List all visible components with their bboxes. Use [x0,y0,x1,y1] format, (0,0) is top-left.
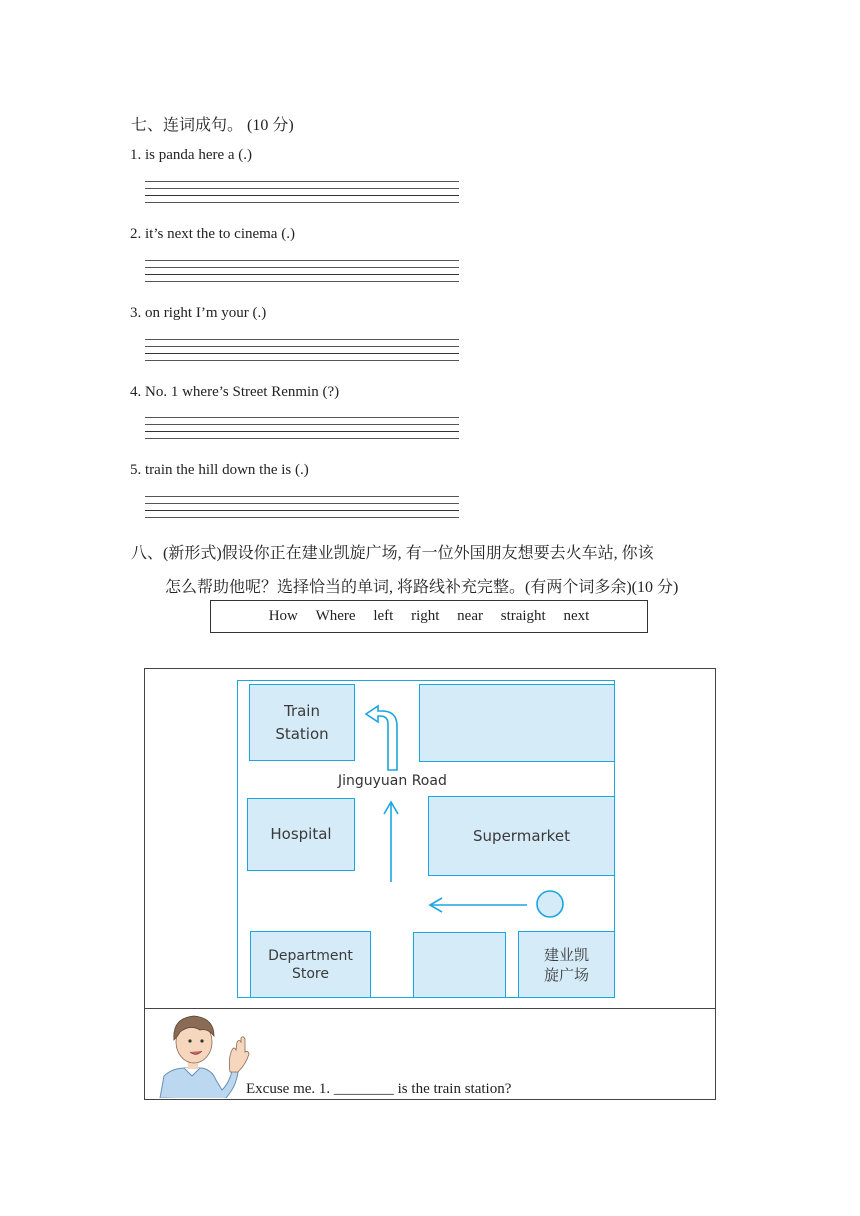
section-7-heading: 七、连词成句。 (10 分) [131,117,294,134]
department-store-label-1: Department [268,947,353,964]
word-next: next [563,608,590,624]
word-left: left [373,608,394,624]
word-where: Where [315,608,356,624]
plaza-label-2: 旋广场 [543,965,589,984]
up-arrow-icon [384,802,398,882]
train-station-label-1: Train [283,701,320,720]
current-location-icon [537,891,563,917]
question-4: 4. No. 1 where’s Street Renmin (?) [130,384,340,400]
road-label: Jinguyuan Road [338,773,447,789]
section-8-heading-line-2: 怎么帮助他呢？选择恰当的单词, 将路线补充完整。(有两个词多余)(10 分) [165,579,679,596]
dialogue-line-1: Excuse me. 1. ________ is the train station? [246,1081,512,1097]
department-store-label-2: Store [291,965,329,982]
question-2: 2. it’s next the to cinema (.) [130,226,295,242]
turn-left-arrow-icon [366,706,397,770]
word-near: near [457,608,483,624]
hospital-label: Hospital [270,825,332,843]
word-right: right [411,608,440,624]
supermarket-label: Supermarket [473,826,570,845]
train-station-label-2: Station [275,724,329,743]
section-8-heading-line-1: 八、(新形式)假设你正在建业凯旋广场, 有一位外国朋友想要去火车站, 你该 [131,545,654,562]
boy-waving-icon [150,1010,250,1098]
question-5: 5. train the hill down the is (.) [130,462,309,478]
plaza-label-1: 建业凯 [543,945,589,964]
question-1: 1. is panda here a (.) [130,147,253,163]
left-arrow-icon [430,898,527,912]
question-3: 3. on right I’m your (.) [130,305,267,321]
word-how: How [268,608,298,624]
word-straight: straight [500,608,546,624]
